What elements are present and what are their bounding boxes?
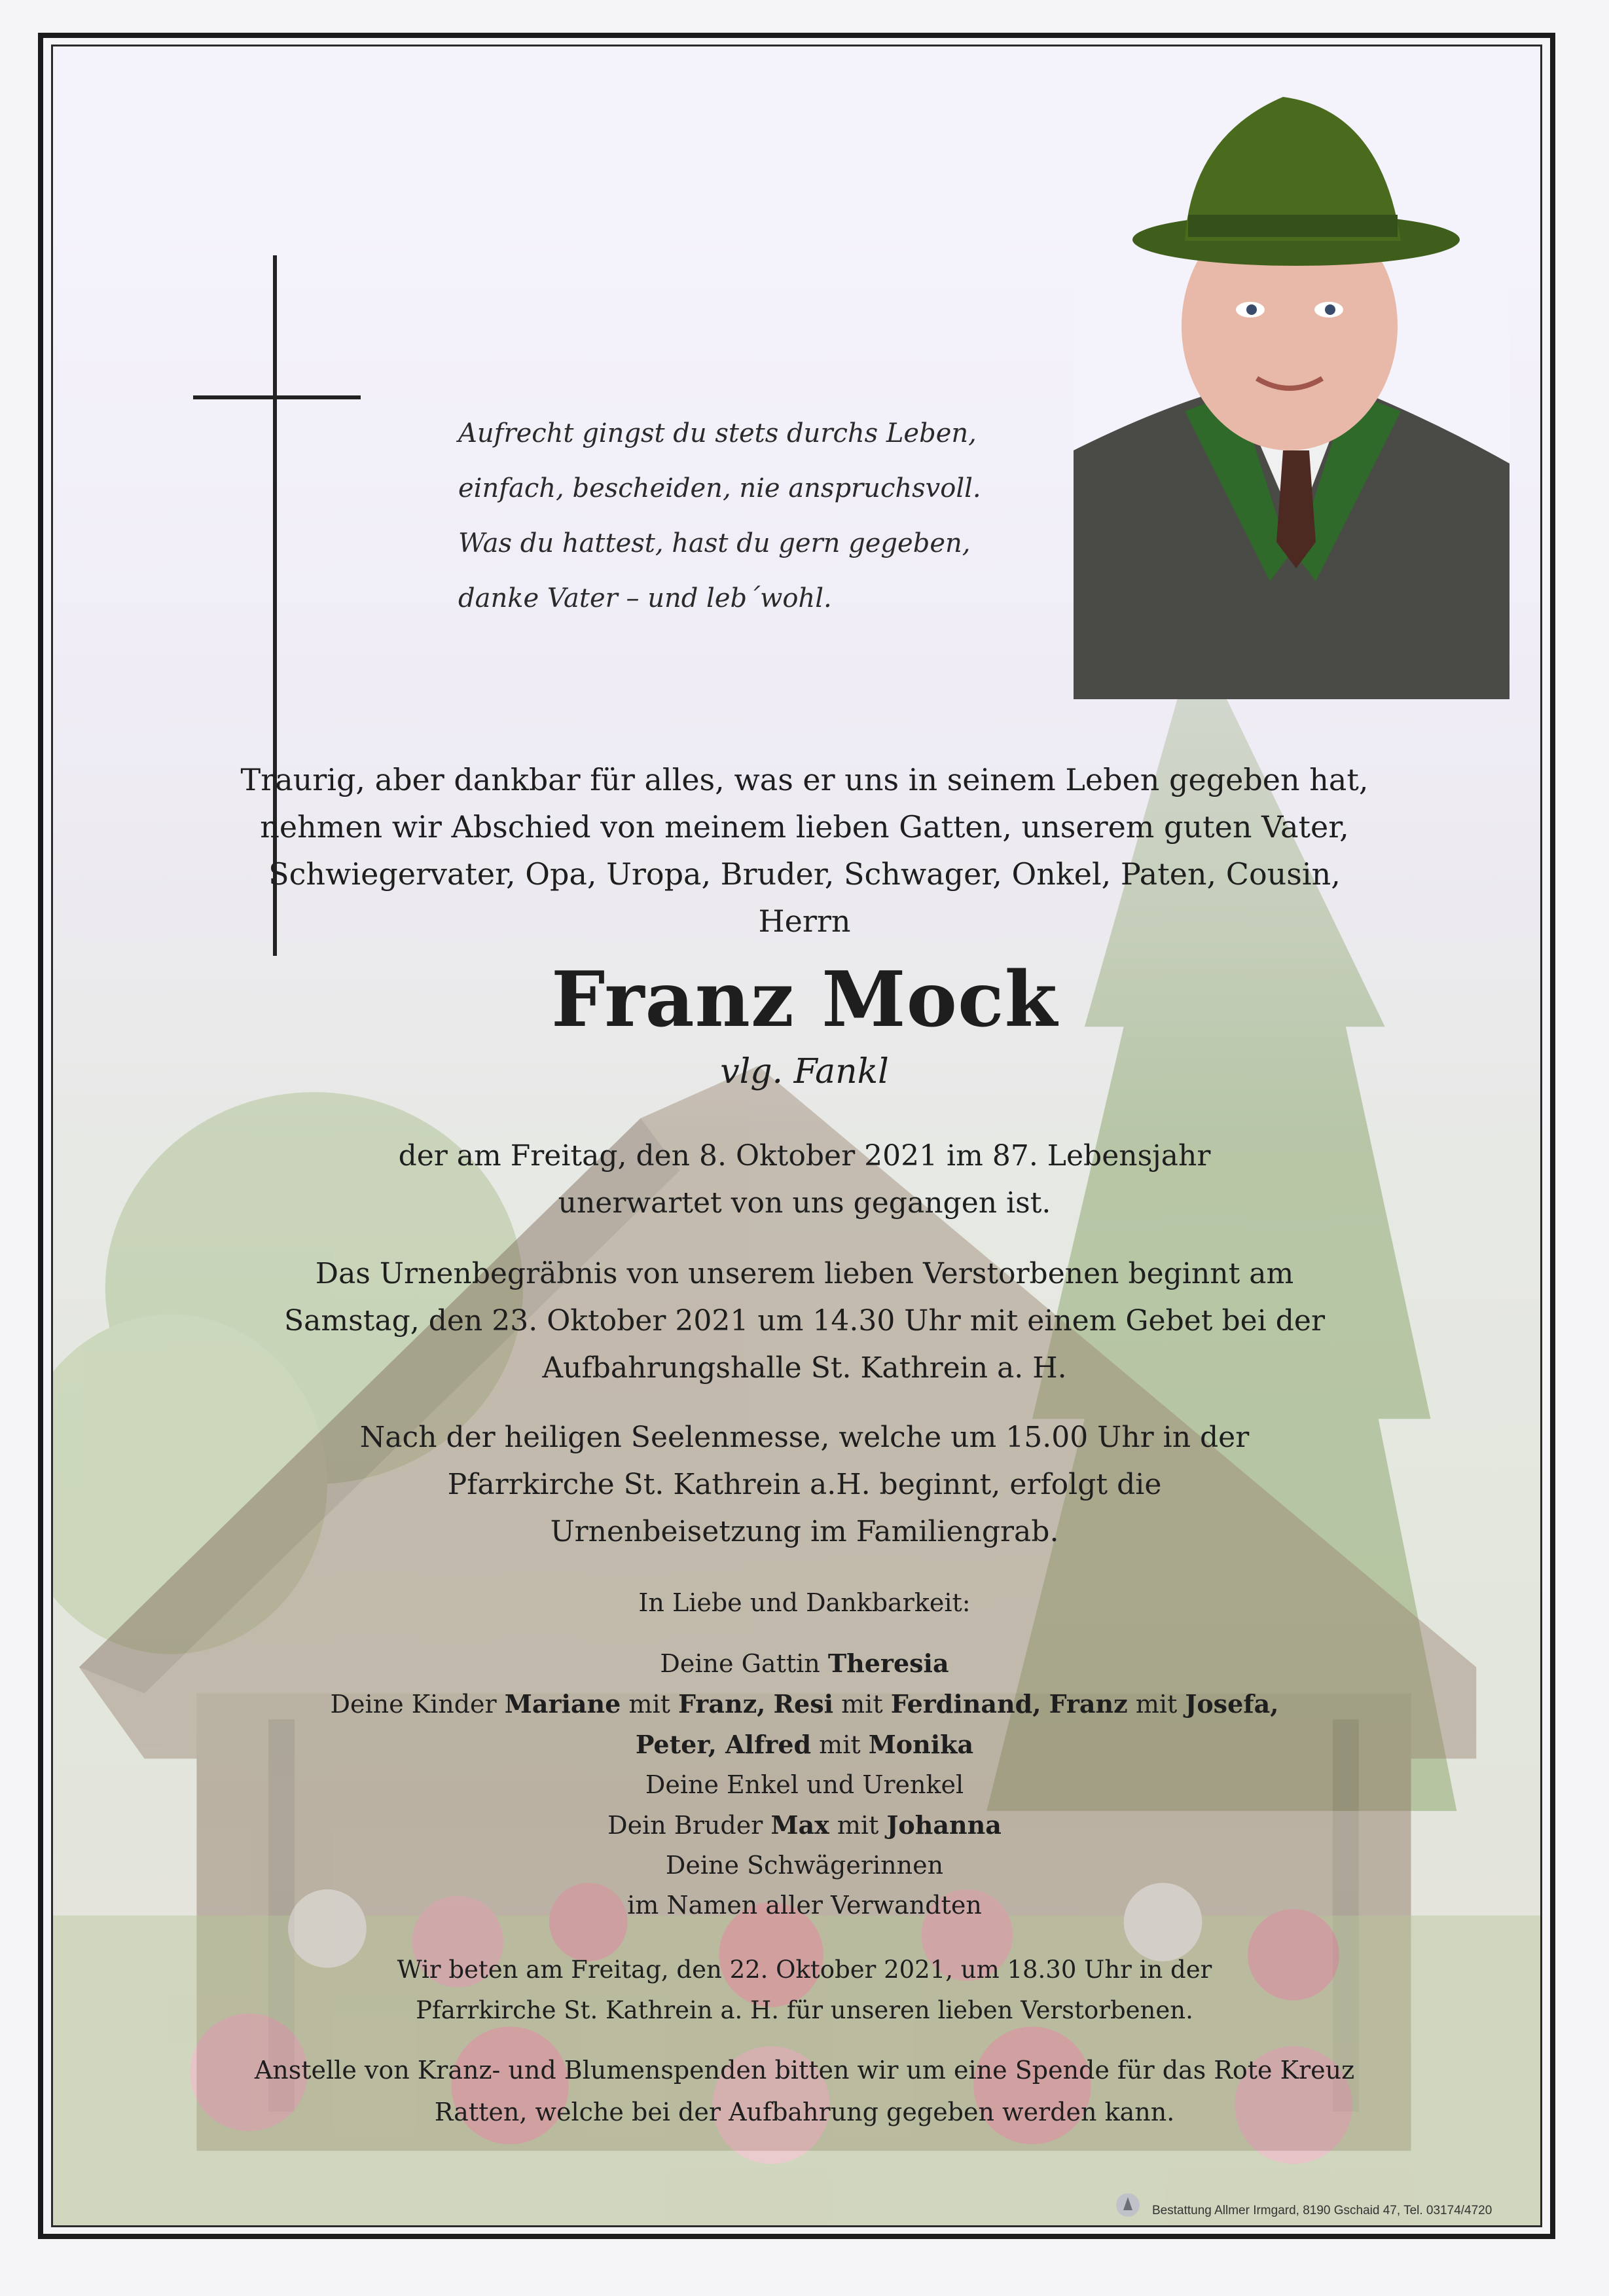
- family-children: [0, 1684, 1609, 1724]
- thanks-heading: In Liebe und Dankbarkeit:: [638, 1588, 971, 1617]
- donation-line: Ratten, welche bei der Aufbahrung gegeben werden kann.: [434, 2098, 1175, 2126]
- prayer-line: Pfarrkirche St. Kathrein a. H. für unseren lieben Verstorbenen.: [416, 1996, 1193, 2024]
- intro-line: Schwiegervater, Opa, Uropa, Bruder, Schwager, Onkel, Paten, Cousin,: [268, 856, 1341, 892]
- death-line: unerwartet von uns gegangen ist.: [558, 1186, 1051, 1220]
- family-children-cont: [0, 1724, 1609, 1765]
- motto-line: danke Vater – und leb´wohl.: [458, 583, 832, 613]
- brother-name: Max: [770, 1810, 829, 1840]
- mass-line: Nach der heiligen Seelenmesse, welche um 15.00 Uhr in der: [359, 1421, 1250, 1454]
- wife-prefix: Deine Gattin: [660, 1649, 828, 1678]
- separator: [1041, 1690, 1049, 1719]
- cross-horizontal-bar: [193, 395, 361, 399]
- motto-line: Aufrecht gingst du stets durchs Leben,: [458, 418, 977, 448]
- intro-line: nehmen wir Abschied von meinem lieben Gatten, unserem guten Vater,: [260, 809, 1349, 845]
- intro-line: Traurig, aber dankbar für alles, was er uns in seinem Leben gegeben hat,: [240, 762, 1369, 797]
- motto-line: Was du hattest, hast du gern gegeben,: [458, 528, 971, 558]
- funeral-line: Das Urnenbegräbnis von unserem lieben Verstorbenen beginnt am: [315, 1257, 1294, 1290]
- spouse-name: Monika: [868, 1730, 974, 1759]
- intro-text: [0, 756, 1609, 945]
- motto-line: einfach, bescheiden, nie anspruchsvoll.: [458, 473, 981, 503]
- motto-poem: [458, 406, 1047, 626]
- mass-line: Urnenbeisetzung im Familiengrab.: [550, 1515, 1059, 1548]
- portrait-photo: [1074, 84, 1510, 699]
- child-name: Peter, Alfred: [635, 1730, 812, 1759]
- with-text: mit: [811, 1730, 869, 1759]
- prayer-line: Wir beten am Freitag, den 22. Oktober 2021, um 18.30 Uhr in der: [397, 1956, 1212, 1984]
- donation-info: [0, 2049, 1609, 2133]
- funeral-line: Samstag, den 23. Oktober 2021 um 14.30 Uhr mit einem Gebet bei der: [284, 1304, 1325, 1338]
- intro-line: Herrn: [758, 903, 851, 939]
- funeral-line: Aufbahrungshalle St. Kathrein a. H.: [542, 1351, 1067, 1385]
- children-prefix: Deine Kinder: [330, 1690, 505, 1719]
- separator: [765, 1690, 773, 1719]
- with-text: mit: [829, 1811, 887, 1840]
- deceased-alias: vlg. Fankl: [720, 1052, 889, 1091]
- funeral-info: [0, 1250, 1609, 1392]
- spouse-name: Josefa,: [1185, 1689, 1279, 1719]
- with-text: mit: [1127, 1690, 1185, 1719]
- family-grandchildren: Deine Enkel und Urenkel: [645, 1770, 964, 1799]
- child-name: Mariane: [504, 1689, 621, 1719]
- death-notice: [0, 1133, 1609, 1227]
- brother-prefix: Dein Bruder: [607, 1811, 771, 1840]
- spouse-name: Franz,: [678, 1689, 766, 1719]
- prayer-info: [0, 1950, 1609, 2031]
- with-text: mit: [833, 1690, 891, 1719]
- family-relatives: im Namen aller Verwandten: [627, 1891, 982, 1920]
- spouse-name: Ferdinand,: [890, 1689, 1041, 1719]
- family-list: [0, 1643, 1609, 1925]
- deceased-name: Franz Mock: [551, 955, 1058, 1044]
- undertaker-logo-icon: [1113, 2191, 1143, 2219]
- wife-name: Theresia: [827, 1649, 949, 1678]
- undertaker-info: Bestattung Allmer Irmgard, 8190 Gschaid 47, Tel. 03174/4720: [1152, 2204, 1492, 2217]
- family-sisters-in-law: Deine Schwägerinnen: [665, 1851, 944, 1880]
- family-brother: [0, 1805, 1609, 1846]
- mass-info: [0, 1414, 1609, 1556]
- with-text: mit: [621, 1690, 678, 1719]
- child-name: Resi: [773, 1689, 834, 1719]
- family-wife: [0, 1643, 1609, 1684]
- donation-line: Anstelle von Kranz- und Blumenspenden bitten wir um eine Spende für das Rote Kreuz: [254, 2056, 1355, 2085]
- child-name: Franz: [1049, 1689, 1128, 1719]
- death-line: der am Freitag, den 8. Oktober 2021 im 87. Lebensjahr: [398, 1139, 1211, 1173]
- mass-line: Pfarrkirche St. Kathrein a.H. beginnt, erfolgt die: [447, 1468, 1162, 1501]
- brother-spouse-name: Johanna: [886, 1810, 1002, 1840]
